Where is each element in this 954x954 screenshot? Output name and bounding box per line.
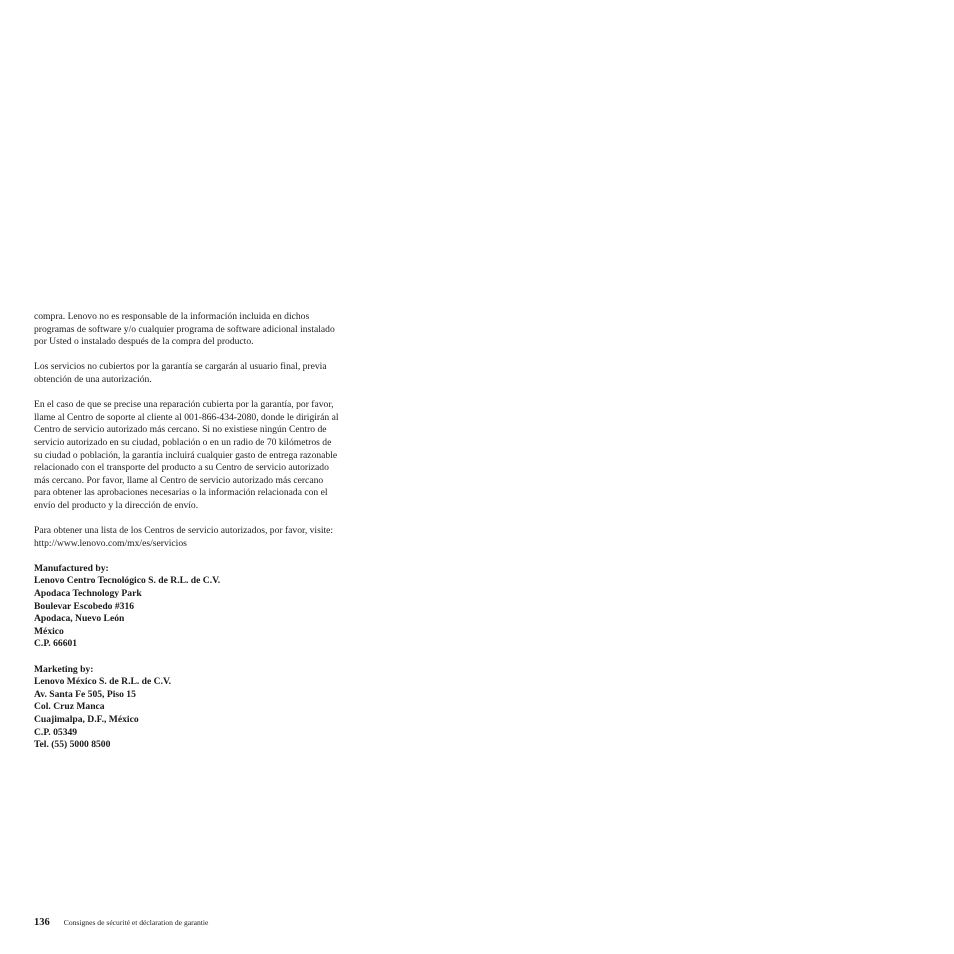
text-line: En el caso de que se precise una reparación cubierta por la garantía, por favor, xyxy=(34,399,334,411)
manufacturer-postal-code: C.P. 66601 xyxy=(34,638,78,650)
page-footer xyxy=(34,912,208,930)
page-number: 136 xyxy=(34,917,50,928)
manufacturer-address-line: México xyxy=(34,625,64,637)
paragraph-uncovered-services xyxy=(34,361,406,386)
marketing-address-line: Cuajimalpa, D.F., México xyxy=(34,714,139,725)
marketing-address-line: Av. Santa Fe 505, Piso 15 xyxy=(34,688,136,700)
marketing-postal-code: C.P. 05349 xyxy=(34,726,78,738)
manufacturer-address-block xyxy=(34,563,406,651)
paragraph-service-centers-list xyxy=(34,525,406,550)
manufacturer-heading: Manufactured by: xyxy=(34,562,109,574)
text-line: obtención de una autorización. xyxy=(34,373,152,385)
marketing-address-line: Col. Cruz Manca xyxy=(34,701,105,713)
manufacturer-address-line: Boulevar Escobedo #316 xyxy=(34,600,135,612)
text-line: compra. Lenovo no es responsable de la información incluida en dichos xyxy=(34,311,310,322)
text-line: programas de software y/o cualquier programa de software adicional instalado xyxy=(34,323,335,335)
text-line: Los servicios no cubiertos por la garantía se cargarán al usuario final, previa xyxy=(34,361,327,373)
text-line: por Usted o instalado después de la compra del producto. xyxy=(34,336,254,348)
text-line: Para obtener una lista de los Centros de servicio autorizados, por favor, visite: xyxy=(34,525,334,537)
manufacturer-address-line: Apodaca, Nuevo León xyxy=(34,613,125,625)
text-line: más cercano. Por favor, llame al Centro de servicio autorizado más cercano xyxy=(34,474,324,486)
manufacturer-company: Lenovo Centro Tecnológico S. de R.L. de C.V. xyxy=(34,575,221,587)
manufacturer-address-line: Apodaca Technology Park xyxy=(34,588,142,600)
text-line: Centro de servicio autorizado más cercano. Si no existiese ningún Centro de xyxy=(34,424,327,436)
text-line: servicio autorizado en su ciudad, población o en un radio de 70 kilómetros de xyxy=(34,436,332,448)
text-line: relacionado con el transporte del producto a su Centro de servicio autorizado xyxy=(34,462,329,474)
marketing-address-block xyxy=(34,664,406,752)
footer-title: Consignes de sécurité et déclaration de garantie xyxy=(63,918,209,927)
text-line: su ciudad o población, la garantía incluirá cualquier gasto de entrega razonable xyxy=(34,449,338,461)
marketing-heading: Marketing by: xyxy=(34,663,94,675)
text-line: envío del producto y la dirección de envío. xyxy=(34,499,199,511)
paragraph-software-responsibility xyxy=(34,311,406,349)
service-centers-url: http://www.lenovo.com/mx/es/servicios xyxy=(34,537,187,549)
marketing-phone: Tel. (55) 5000 8500 xyxy=(34,739,111,751)
text-line: para obtener las aprobaciones necesarias o la información relacionada con el xyxy=(34,487,328,499)
marketing-company: Lenovo México S. de R.L. de C.V. xyxy=(34,676,172,688)
text-line: llame al Centro de soporte al cliente al 001-866-434-2080, donde le dirigirán al xyxy=(34,411,339,423)
paragraph-warranty-repair xyxy=(34,399,406,512)
document-body xyxy=(34,311,406,764)
